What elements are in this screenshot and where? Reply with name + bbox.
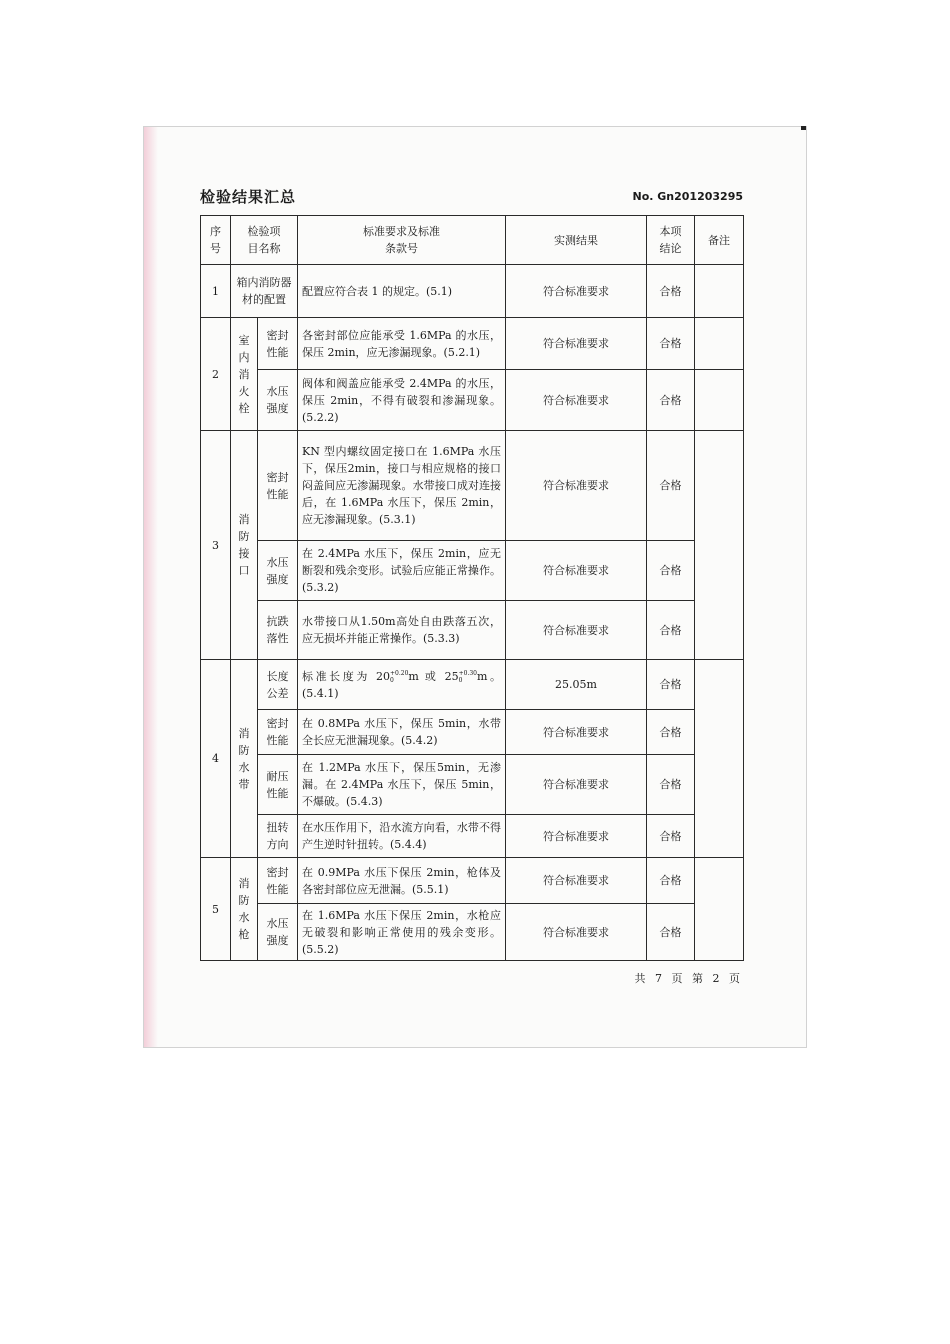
document-number: No. Gn201203295 xyxy=(632,190,743,203)
result-cell: 25.05m xyxy=(506,660,647,710)
conclusion-cell: 合格 xyxy=(647,755,695,815)
conclusion-cell: 合格 xyxy=(647,660,695,710)
conclusion-cell: 合格 xyxy=(647,904,695,961)
table-row xyxy=(201,601,744,660)
conclusion-cell: 合格 xyxy=(647,858,695,904)
conclusion-cell: 合格 xyxy=(647,370,695,431)
result-cell: 符合标准要求 xyxy=(506,815,647,858)
tolerance-upper: +0.20 xyxy=(390,669,409,677)
remark-cell xyxy=(695,858,744,961)
seq-cell: 1 xyxy=(201,265,231,318)
col-header-standard: 标准要求及标准条款号 xyxy=(298,216,506,265)
result-cell: 符合标准要求 xyxy=(506,318,647,370)
seq-cell: 3 xyxy=(201,431,231,660)
table-row xyxy=(201,710,744,755)
result-cell: 符合标准要求 xyxy=(506,541,647,601)
sub-item-cell: 水压强度 xyxy=(258,370,298,431)
standard-cell: 在 1.2MPa 水压下，保压5min，无渗漏。在 2.4MPa 水压下，保压 5min，不爆破。(5.4.3) xyxy=(298,755,506,815)
result-cell: 符合标准要求 xyxy=(506,431,647,541)
sub-item-cell: 耐压性能 xyxy=(258,755,298,815)
category-cell: 消防接口 xyxy=(231,431,258,660)
col-header-remark: 备注 xyxy=(695,216,744,265)
report-title: 检验结果汇总 xyxy=(200,188,297,206)
conclusion-cell: 合格 xyxy=(647,815,695,858)
seq-cell: 4 xyxy=(201,660,231,858)
standard-cell: 在 0.8MPa 水压下，保压 5min，水带全长应无泄漏现象。(5.4.2) xyxy=(298,710,506,755)
conclusion-cell: 合格 xyxy=(647,710,695,755)
sub-item-cell: 水压强度 xyxy=(258,541,298,601)
standard-cell: 在 2.4MPa 水压下，保压 2min，应无断裂和残余变形。试验后应能正常操作。(5.3.2) xyxy=(298,541,506,601)
category-cell: 消防水枪 xyxy=(231,858,258,961)
table-row xyxy=(201,541,744,601)
conclusion-cell: 合格 xyxy=(647,541,695,601)
sub-item-cell: 水压强度 xyxy=(258,904,298,961)
col-header-item: 检验项目名称 xyxy=(231,216,298,265)
sub-item-cell: 抗跌落性 xyxy=(258,601,298,660)
tolerance-lower: 0 xyxy=(390,676,394,684)
seq-cell: 2 xyxy=(201,318,231,431)
standard-cell: 在 0.9MPa 水压下保压 2min，枪体及各密封部位应无泄漏。(5.5.1) xyxy=(298,858,506,904)
page-counter: 共 7 页 第 2 页 xyxy=(634,972,740,985)
sub-item-cell: 密封性能 xyxy=(258,318,298,370)
remark-cell xyxy=(695,318,744,370)
standard-cell: 水带接口从1.50m高处自由跌落五次，应无损坏并能正常操作。(5.3.3) xyxy=(298,601,506,660)
standard-cell: KN 型内螺纹固定接口在 1.6MPa 水压下，保压2min，接口与相应规格的接口闷盖间应无渗漏现象。水带接口成对连接后，在 1.6MPa 水压下，保压 2min，应无渗漏现象。(5.3.1) xyxy=(298,431,506,541)
remark-cell xyxy=(695,370,744,431)
standard-cell: 在水压作用下，沿水流方向看，水带不得产生逆时针扭转。(5.4.4) xyxy=(298,815,506,858)
sub-item-cell: 扭转方向 xyxy=(258,815,298,858)
col-header-result: 实测结果 xyxy=(506,216,647,265)
inspection-results-table xyxy=(200,215,744,961)
sub-item-cell: 密封性能 xyxy=(258,710,298,755)
conclusion-cell: 合格 xyxy=(647,601,695,660)
result-cell: 符合标准要求 xyxy=(506,755,647,815)
table-header-row xyxy=(201,216,744,265)
length-text-b: m 或 25 xyxy=(408,669,459,683)
table-row xyxy=(201,858,744,904)
tolerance-upper: +0.30 xyxy=(458,669,477,677)
length-text-c: m。(5.4.1) xyxy=(302,669,502,700)
table-row xyxy=(201,318,744,370)
col-header-conclusion: 本项结论 xyxy=(647,216,695,265)
sub-item-cell: 密封性能 xyxy=(258,858,298,904)
result-cell: 符合标准要求 xyxy=(506,601,647,660)
result-cell: 符合标准要求 xyxy=(506,858,647,904)
conclusion-cell: 合格 xyxy=(647,318,695,370)
result-cell: 符合标准要求 xyxy=(506,370,647,431)
standard-cell: 配置应符合表 1 的规定。(5.1) xyxy=(298,265,506,318)
length-text-a: 标准长度为 20 xyxy=(302,669,391,683)
remark-cell xyxy=(695,265,744,318)
result-cell: 符合标准要求 xyxy=(506,710,647,755)
sub-item-cell: 长度公差 xyxy=(258,660,298,710)
col-header-seq: 序号 xyxy=(201,216,231,265)
standard-cell: 各密封部位应能承受 1.6MPa 的水压，保压 2min，应无渗漏现象。(5.2.1) xyxy=(298,318,506,370)
table-row xyxy=(201,660,744,710)
remark-cell xyxy=(695,660,744,858)
seq-cell: 5 xyxy=(201,858,231,961)
table-row xyxy=(201,755,744,815)
table-row xyxy=(201,431,744,541)
tolerance-lower: 0 xyxy=(458,676,463,684)
category-cell: 室内消火栓 xyxy=(231,318,258,431)
table-row xyxy=(201,265,744,318)
result-cell: 符合标准要求 xyxy=(506,904,647,961)
remark-cell xyxy=(695,431,744,660)
sub-item-cell: 密封性能 xyxy=(258,431,298,541)
standard-cell: 阀体和阀盖应能承受 2.4MPa 的水压，保压 2min，不得有破裂和渗漏现象。(5.2.2) xyxy=(298,370,506,431)
conclusion-cell: 合格 xyxy=(647,265,695,318)
table-row xyxy=(201,904,744,961)
conclusion-cell: 合格 xyxy=(647,431,695,541)
category-cell: 消防水带 xyxy=(231,660,258,858)
standard-cell xyxy=(298,660,506,710)
table-row xyxy=(201,370,744,431)
table-row xyxy=(201,815,744,858)
standard-cell: 在 1.6MPa 水压下保压 2min，水枪应无破裂和影响正常使用的残余变形。(5.5.2) xyxy=(298,904,506,961)
result-cell: 符合标准要求 xyxy=(506,265,647,318)
item-name-cell: 箱内消防器材的配置 xyxy=(231,265,298,318)
scan-mark xyxy=(801,126,806,130)
